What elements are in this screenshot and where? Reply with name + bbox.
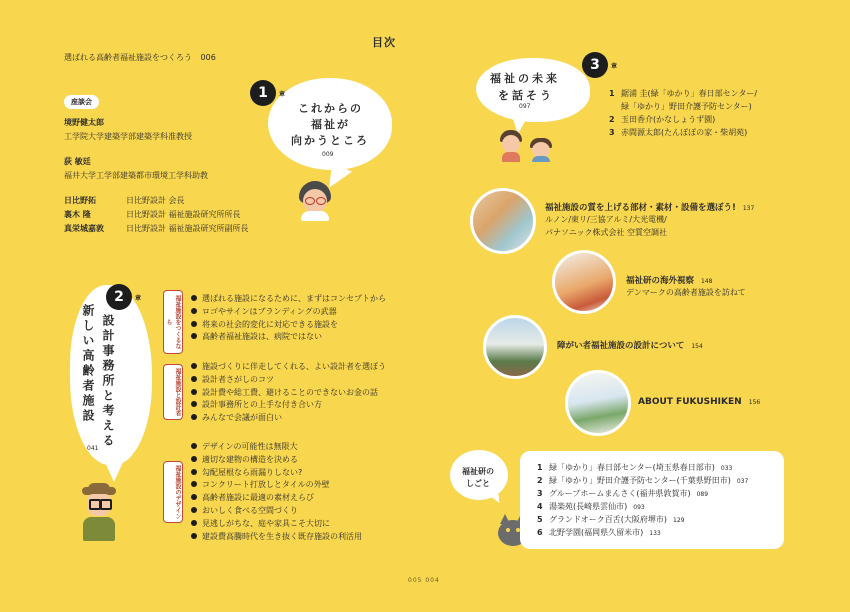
chapter3-line: を話そう [498, 89, 554, 102]
section-title: 障がい者福祉施設の設計について [557, 341, 685, 351]
kids-illustration [500, 130, 556, 162]
member-name: 日比野拓 [64, 196, 96, 205]
chapter2-title-col2: 新しい高齢者施設 [81, 304, 95, 424]
section-title: 福祉研の海外視察 [626, 276, 695, 286]
lead-line[interactable] [64, 52, 216, 63]
ch3-item[interactable]: 1 鋸浦 圭(緑「ゆかり」春日部センター/ [609, 89, 758, 98]
chapter1-line: 福祉が [311, 118, 350, 131]
ch3-item[interactable]: 2 玉田香介(かなしょうず園) [609, 115, 716, 124]
section-page: 154 [691, 343, 703, 350]
section-page: 156 [748, 399, 761, 406]
chapter2-page: 041 [87, 445, 99, 452]
list-item[interactable]: ロゴやサインはブランディングの武器 [191, 306, 386, 319]
member-name: 真栄城嘉敦 [64, 224, 104, 233]
group-label: 福祉施設をつくるなら [163, 290, 183, 354]
works-item[interactable]: 5 グランドオーク百舌(大阪府堺市) 129 [537, 515, 685, 524]
works-item[interactable]: 1 緑「ゆかり」春日部センター(埼玉県春日部市) 033 [537, 463, 733, 472]
works-item[interactable]: 6 北野学園(福岡県久留米市) 133 [537, 528, 661, 537]
list-item[interactable]: 選ばれる施設になるために、まずはコンセプトから [191, 293, 386, 306]
section-title: 福祉施設の質を上げる部材・素材・設備を選ぼう! [545, 203, 736, 213]
overseas-photo [552, 250, 616, 314]
chapter1-badge: 1 章 [250, 80, 276, 106]
group-list [191, 441, 362, 543]
list-item[interactable]: デザインの可能性は無限大 [191, 441, 362, 454]
bubble-tail [104, 460, 124, 482]
works-item[interactable]: 3 グループホームまんさく(福井県敦賀市) 089 [537, 489, 709, 498]
section-sub: デンマークの高齢者施設を訪ねて [626, 288, 746, 297]
works-bubble-line: 福祉研の [462, 467, 494, 476]
page-title: 目次 [372, 36, 396, 49]
list-item[interactable]: 設計費や総工費、避けることのできないお金の話 [191, 387, 386, 400]
list-item[interactable]: 将来の社会的変化に対応できる施設を [191, 319, 386, 332]
disability-facility-photo [483, 315, 547, 379]
section-link[interactable] [545, 201, 754, 213]
list-item[interactable]: 設計者さがしのコツ [191, 374, 386, 387]
fukushiken-photo [565, 370, 631, 436]
list-item[interactable]: 建設費高騰時代を生き抜く既存施設の利活用 [191, 531, 362, 544]
chapter3-page: 097 [519, 103, 531, 110]
chapter3-badge: 3 章 [582, 52, 608, 78]
group-list [191, 361, 386, 425]
man-illustration [80, 483, 116, 541]
section-sub: パナソニック株式会社 空質空調社 [545, 228, 667, 237]
lead-text: 選ばれる高齢者福祉施設をつくろう [64, 53, 192, 62]
section-link[interactable] [638, 397, 760, 407]
list-item[interactable]: 高齢者施設に最適の素材えらび [191, 492, 362, 505]
group-list [191, 293, 386, 344]
list-item[interactable]: 見逃しがちな、庭や家具こそ大切に [191, 518, 362, 531]
grandma-illustration [297, 181, 333, 221]
chapter1-line: 向かうところ [291, 134, 369, 147]
works-item[interactable]: 2 緑「ゆかり」野田介護予防センター(千葉県野田市) 037 [537, 476, 749, 485]
section-page: 148 [700, 278, 713, 285]
list-item[interactable]: 適切な建物の構造を決める [191, 454, 362, 467]
list-item[interactable]: 施設づくりに伴走してくれる、よい設計者を選ぼう [191, 361, 386, 374]
chapter3-line: 福祉の未来 [490, 72, 560, 85]
list-item[interactable]: 設計事務所との上手な付き合い方 [191, 399, 386, 412]
member-role: 日比野設計 会長 [126, 196, 185, 205]
section-sub: ルノン/東リ/三協アルミ/大光電機/ [545, 215, 667, 224]
chapter1-page: 009 [322, 151, 334, 158]
list-item[interactable]: コンクリート打放しとタイルの外壁 [191, 479, 362, 492]
chapter2-title-col1: 設計事務所と考える [101, 314, 115, 449]
ch3-item[interactable]: 3 赤間源太郎(たんぽぽの家・柴胡苑) [609, 128, 748, 137]
list-item[interactable]: みんなで会議が面白い [191, 412, 386, 425]
member-name: 荻 敏廷 [64, 157, 91, 166]
list-item[interactable]: 高齢者福祉施設は、病院ではない [191, 331, 386, 344]
works-bubble-line: しごと [466, 479, 490, 488]
member-name: 境野健太郎 [64, 118, 104, 127]
lead-page: 006 [200, 53, 216, 62]
ch3-item[interactable]: 緑「ゆかり」野田介護予防センター) [621, 102, 752, 111]
section-page: 137 [742, 205, 755, 212]
group-label: 福祉施設と設計者 [163, 364, 183, 420]
works-item[interactable]: 4 湯楽苑(長崎県雲仙市) 093 [537, 502, 645, 511]
member-role: 福井大学工学部建築都市環境工学科助教 [64, 171, 208, 180]
member-role: 日比野設計 福祉施設研究所副所長 [126, 224, 249, 233]
group-label: 福祉施設のデザイン [163, 461, 183, 523]
materials-photo [470, 188, 536, 254]
section-link[interactable] [557, 339, 703, 351]
page-numbers: 005 004 [408, 577, 440, 584]
member-role: 日比野設計 福祉施設研究所所長 [126, 210, 241, 219]
roundtable-tag: 座談会 [64, 95, 99, 109]
member-name: 裏木 隆 [64, 210, 91, 219]
list-item[interactable]: 勾配屋根なら雨漏りしない? [191, 467, 362, 480]
chapter2-badge: 2 章 [106, 284, 132, 310]
section-link[interactable] [626, 274, 712, 286]
chapter1-line: これからの [298, 102, 363, 115]
section-title: ABOUT FUKUSHIKEN [638, 397, 742, 407]
member-role: 工学院大学建築学部建築学科准教授 [64, 132, 192, 141]
list-item[interactable]: おいしく食べる空間づくり [191, 505, 362, 518]
